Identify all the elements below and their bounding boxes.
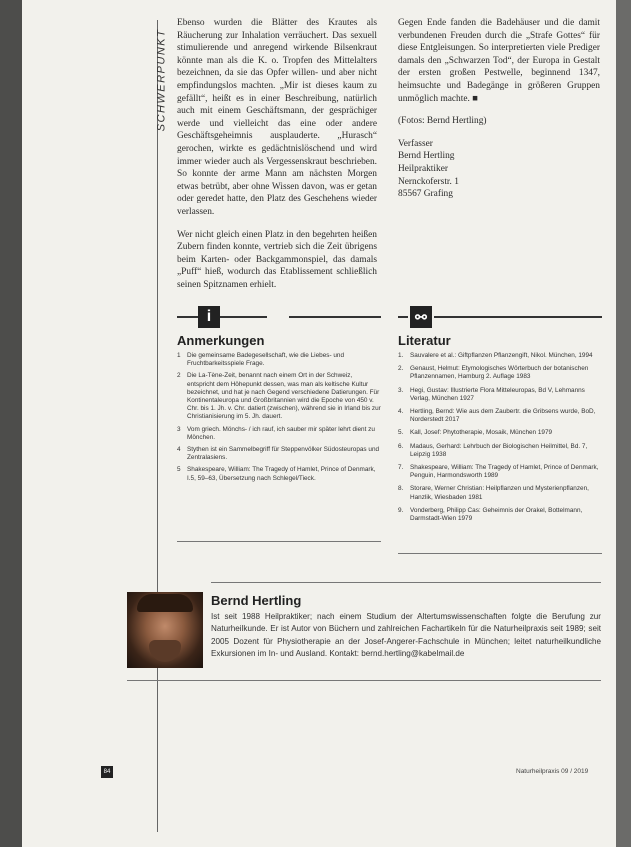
author-name: Bernd Hertling [211, 593, 302, 608]
list-item: 1. Sauvalere et al.: Giftpflanzen Pflanzengift, Nikol. München, 1994 [398, 352, 593, 359]
right-text-column [398, 17, 600, 201]
margin-rule [157, 20, 158, 832]
address-line: 85567 Grafing [398, 189, 453, 200]
literature-divider [398, 306, 602, 328]
literature-list [398, 352, 602, 528]
address-line: Verfasser [398, 138, 433, 149]
book-spine-shadow [0, 0, 22, 847]
glasses-icon: ⚯ [410, 306, 432, 328]
list-item: 7. Shakespeare, William: The Tragedy of Hamlet, Prince of Denmark, Penguin, Harmondsworth 1989 [398, 464, 599, 480]
notes-title: Anmerkungen [177, 333, 265, 348]
address-line: Heilpraktiker [398, 163, 448, 174]
info-icon: i [198, 306, 220, 328]
author-bottom-rule [127, 680, 601, 681]
body-paragraph: Gegen Ende fanden die Badehäuser und die damit verbundenen Freuden durch die „Strafe Gottes“ für diese Entgleisungen. So interpretierten viele Prediger damals den „Schwarzen Tod“, der Europa in Gestalt der ersten großen Pestwelle, beginnend 1347, heimsuchte und Badegänge in größeren Gruppen unmöglich machte. ■ [398, 18, 600, 104]
list-item: 5 Shakespeare, William: The Tragedy of Hamlet, Prince of Denmark, I.5, 59–63, Übersetzung nach Schlegel/Tieck. [177, 466, 376, 482]
list-item: 9. Vonderberg, Philipp Cas: Geheimnis der Orakel, Bottelmann, Darmstadt-Wien 1979 [398, 506, 583, 523]
notes-bottom-rule [177, 541, 381, 542]
author-address [398, 138, 600, 201]
section-label-text: SCHWERPUNKT [155, 28, 168, 132]
literature-bottom-rule [398, 553, 602, 554]
page-number: 84 [101, 766, 113, 778]
list-item: 8. Storare, Werner Christian: Heilpflanzen und Mysterienpflanzen, Hanzlik, Wiesbaden 1981 [398, 485, 589, 501]
author-top-rule [211, 582, 601, 583]
left-text-column [177, 17, 377, 301]
literature-title: Literatur [398, 333, 451, 348]
photo-credit: (Fotos: Bernd Hertling) [398, 116, 487, 127]
list-item: 4 Stythen ist ein Sammelbegriff für Steppenvölker Südosteuropas und Zentralasiens. [177, 446, 380, 462]
address-line: Bernd Hertling [398, 151, 455, 162]
body-paragraph: Wer nicht gleich einen Platz in den begehrten heißen Zubern finden konnte, vertrieb sich die Zeit übrigens beim Karten- oder Backgammonspiel, das damals „Puff“ hieß, wodurch das Etablissement schließlich seinen Spitznamen erhielt. [177, 229, 377, 290]
list-item: 2. Genaust, Helmut: Etymologisches Wörterbuch der botanischen Pflanzennamen, Hamburg 2. Auflage 1983 [398, 365, 589, 381]
list-item: 1 Die gemeinsame Badegesellschaft, wie die Liebes- und Fruchtbarkeitsspiele Frage. [177, 352, 345, 368]
list-item: 4. Hertling, Bernd: Wie aus dem Zaubertr. die Gribsens wurde, BoD, Norderstedt 2017 [398, 408, 596, 424]
body-paragraph: Ebenso wurden die Blätter des Krautes als Räucherung zur Inhalation verräuchert. Das sexuell stimulierende und anregend wirkende Bilsenkraut könnte man als die K. o. Tropfen des Mittelalters bezeichnen, da sie das Opfer willen- und aber nicht empfindungslos machten. „Mir ist dieses kaum zu gefällt“, heißt es in einer Beschreibung, natürlich auch mit einem Geschäftsmann, der gesprächiger werde und vielleicht das eine oder andere Geschäftsgeheimnis ausplauderte. „Hurasch“ gerochen, wirkte es gedächtnislöschend und wird immer wieder auch als Vergessenskraut beschrieben. So konnte der arme Mann am nächsten Morgen etwas betrübt, aber ohne Wissen davon, was er getan oder geredet hatte, den Platz des Geschehens wieder verlassen. [177, 18, 377, 217]
list-item: 3 Vom griech. Mönchs- / ich rauf, ich sauber mir später lehrt dient zu Mönchen. [177, 425, 375, 441]
list-item: 5. Kall, Josef: Phytotherapie, Mosaik, München 1979 [398, 429, 553, 437]
list-item: 2 Die La-Tène-Zeit, benannt nach einem Ort in der Schweiz, entspricht dem Höhepunkt dessen, was man als keltische Kultur bezeichnet, und hat je nach Gegend verschiedene Datierungen. Für Kontinentaleuropa und Großbritannien wird die Epoche von 450 v. Chr. bis 1. Jh. v. Chr. datiert (zwischen), während sie in Irland bis zur Christianisierung im 5. Jh. dauert. [177, 372, 381, 421]
list-item: 3. Hegi, Gustav: Illustrierte Flora Mitteleuropas, Bd V, Lehmanns Verlag, München 1927 [398, 386, 585, 402]
journal-footer: Naturheilpraxis 09 / 2019 [516, 768, 589, 775]
address-line: Nernckoferstr. 1 [398, 176, 459, 187]
author-photo [127, 592, 203, 668]
author-bio: Ist seit 1988 Heilpraktiker; nach einem Studium der Altertumswissenschaften folgte die Berufung zur Naturheilkunde. Er ist Autor von Büchern und zahlreichen Fachartikeln für die Naturheilpraxis seit 1989; seit 2005 Dozent für Physiotherapie an der Josef-Angerer-Fachschule in München; leitet naturheilkundliche Exkursionen im In- und Ausland. Kontakt: bernd.hertling@kabelmail.de [211, 612, 601, 659]
list-item: 6. Madaus, Gerhard: Lehrbuch der Biologischen Heilmittel, Bd. 7, Leipzig 1938 [398, 442, 588, 458]
page-edge-shadow [616, 0, 631, 847]
notes-list [177, 352, 381, 487]
notes-divider [177, 306, 381, 328]
